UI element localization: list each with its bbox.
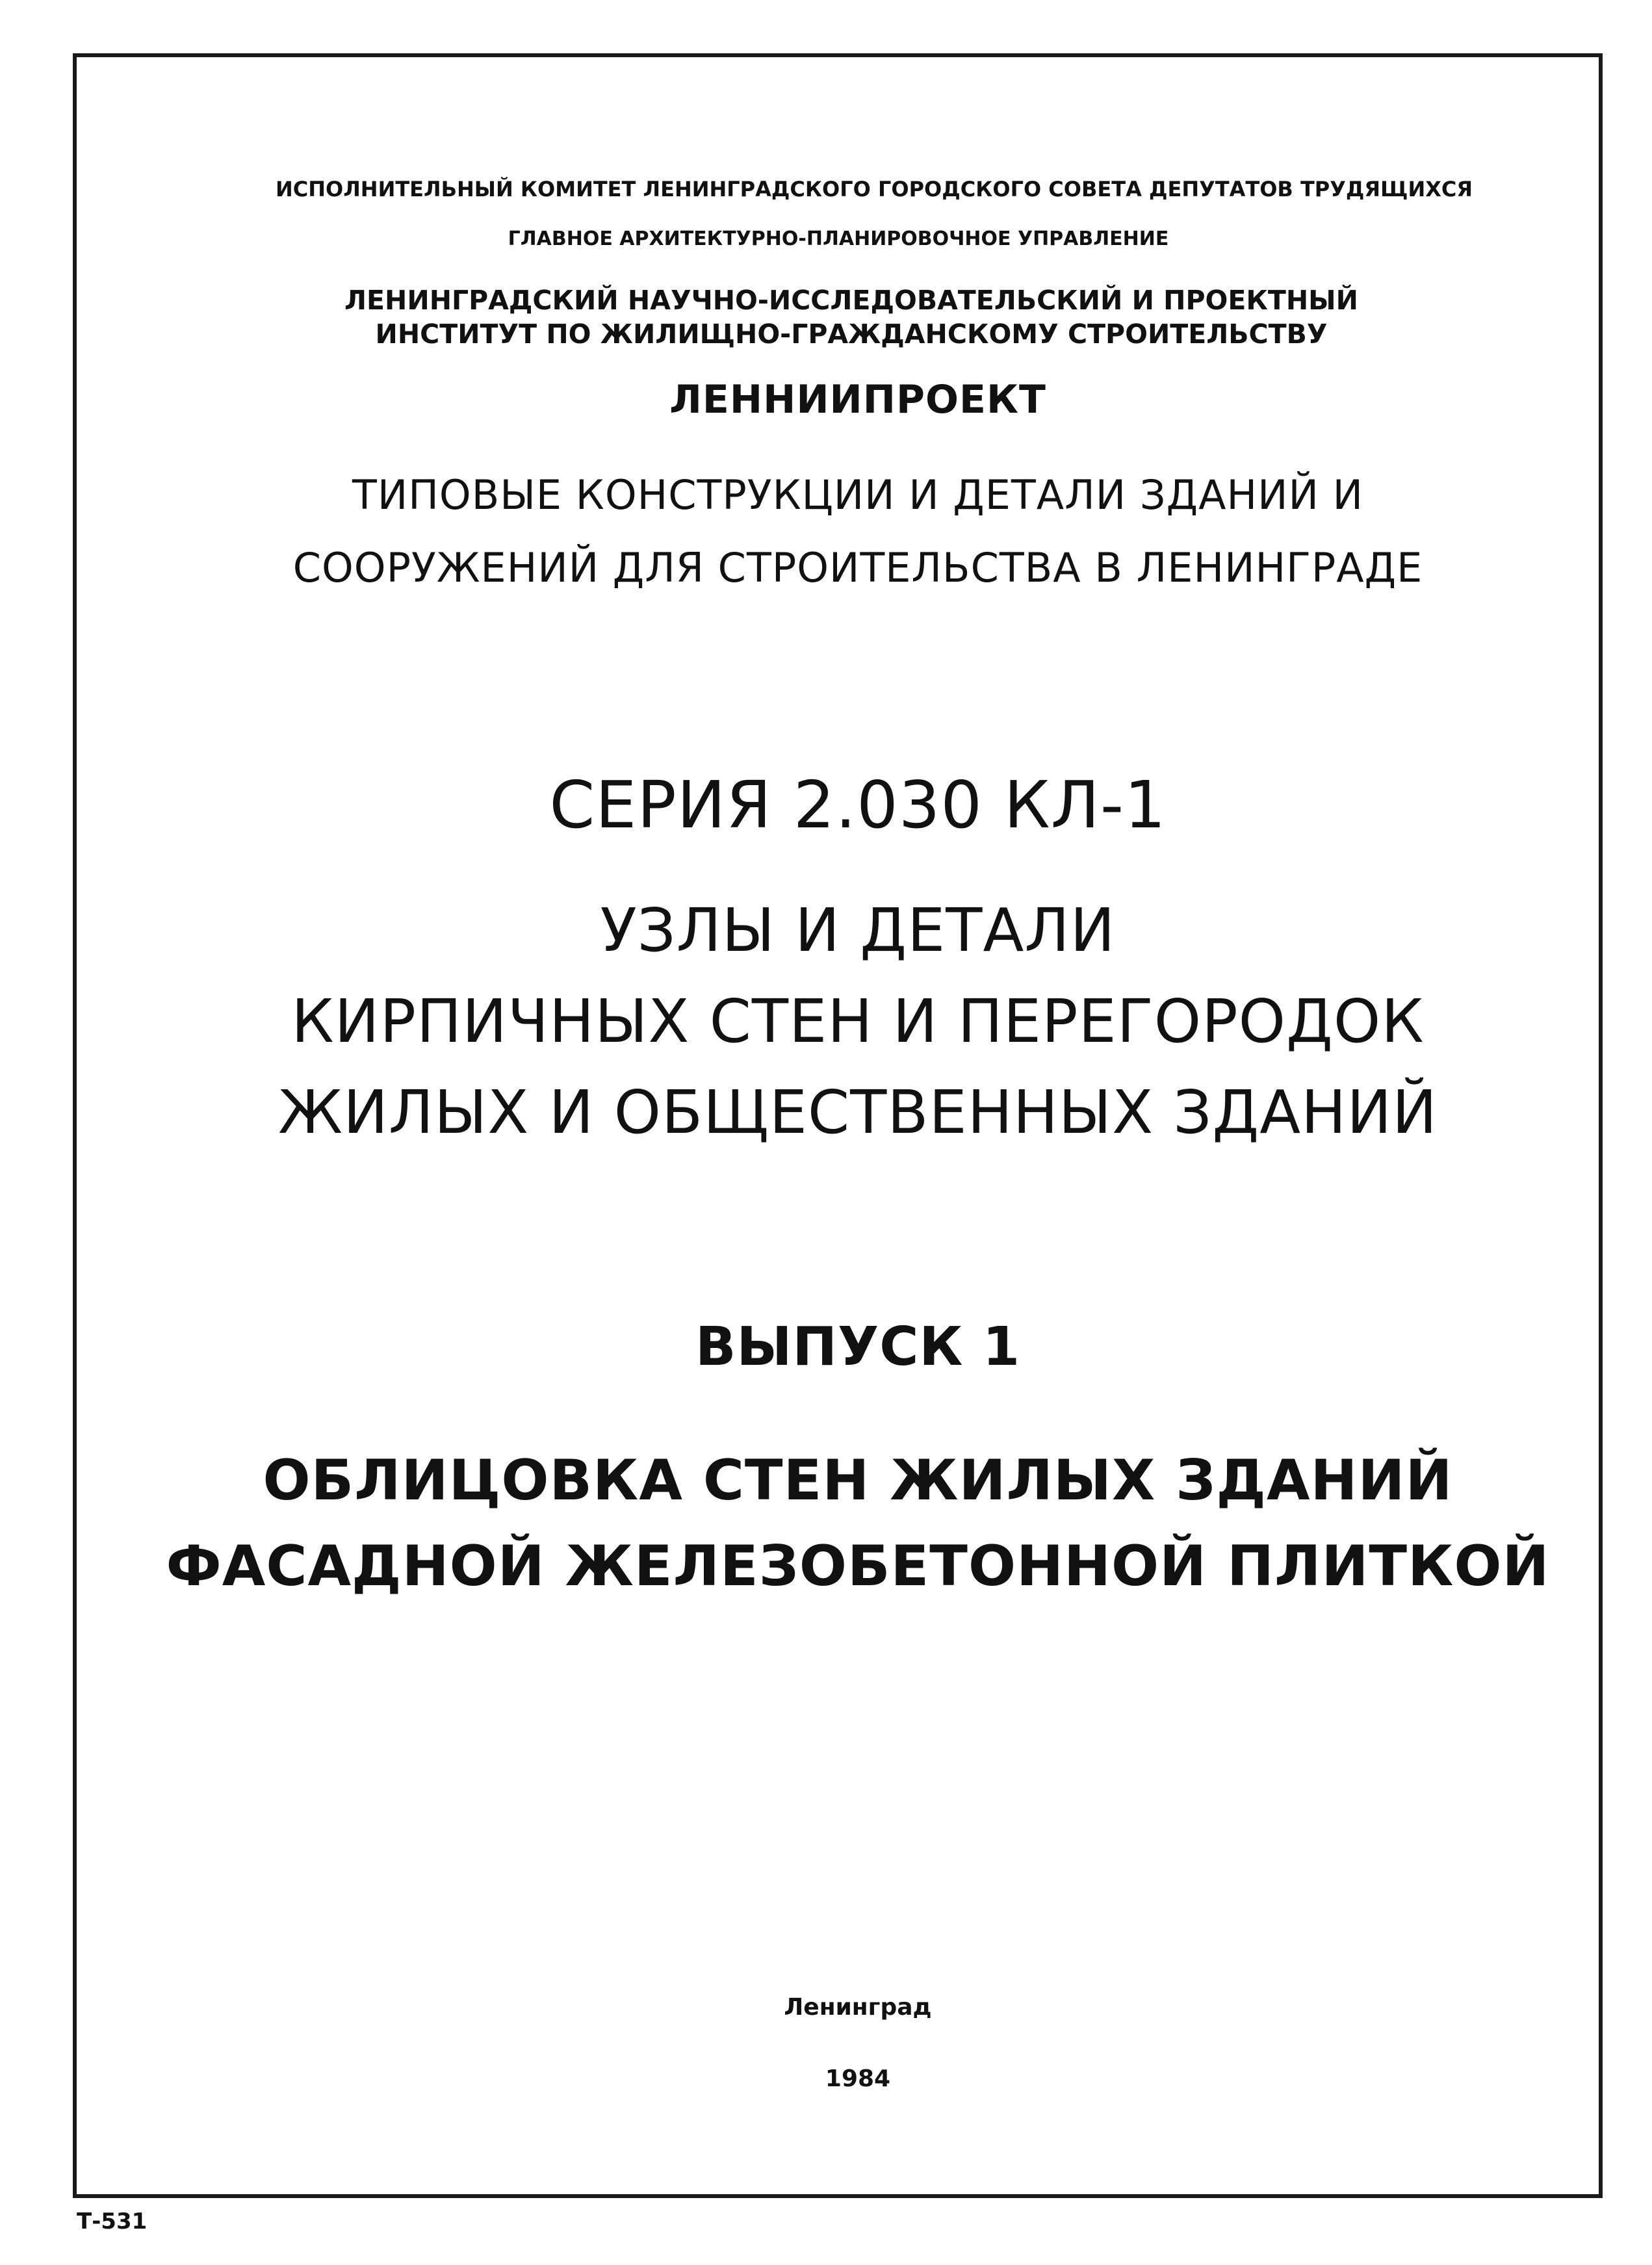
series-number: СЕРИЯ 2.030 КЛ-1: [549, 767, 1167, 843]
issue-subtitle-line-1: ОБЛИЦОВКА СТЕН ЖИЛЫХ ЗДАНИЙ: [263, 1448, 1453, 1513]
institute-line-2: ИНСТИТУТ ПО ЖИЛИЩНО-ГРАЖДАНСКОМУ СТРОИТЕЛЬСТВУ: [375, 318, 1328, 350]
archive-stamp: Т-531: [77, 2208, 148, 2234]
institute-line-1: ЛЕНИНГРАДСКИЙ НАУЧНО-ИССЛЕДОВАТЕЛЬСКИЙ И ПРОЕКТНЫЙ: [344, 285, 1358, 316]
issue-subtitle-line-2: ФАСАДНОЙ ЖЕЛЕЗОБЕТОННОЙ ПЛИТКОЙ: [166, 1534, 1550, 1599]
document-title-line-1: УЗЛЫ И ДЕТАЛИ: [600, 896, 1116, 965]
document-title-line-3: ЖИЛЫХ И ОБЩЕСТВЕННЫХ ЗДАНИЙ: [278, 1078, 1438, 1147]
issue-number: ВЫПУСК 1: [695, 1316, 1021, 1378]
document-title-line-2: КИРПИЧНЫХ СТЕН И ПЕРЕГОРОДОК: [291, 987, 1425, 1056]
collection-title-line-2: СООРУЖЕНИЙ ДЛЯ СТРОИТЕЛЬСТВА В ЛЕНИНГРАДЕ: [292, 544, 1423, 591]
collection-title-line-1: ТИПОВЫЕ КОНСТРУКЦИИ И ДЕТАЛИ ЗДАНИЙ И: [352, 471, 1363, 519]
publication-year: 1984: [825, 2065, 891, 2092]
main-department-line: ГЛАВНОЕ АРХИТЕКТУРНО-ПЛАНИРОВОЧНОЕ УПРАВЛЕНИЕ: [508, 227, 1169, 250]
publication-city: Ленинград: [784, 1994, 932, 2021]
executive-committee-line: ИСПОЛНИТЕЛЬНЫЙ КОМИТЕТ ЛЕНИНГРАДСКОГО ГОРОДСКОГО СОВЕТА ДЕПУТАТОВ ТРУДЯЩИХСЯ: [275, 177, 1473, 201]
institute-abbreviation: ЛЕННИИПРОЕКТ: [669, 377, 1046, 422]
